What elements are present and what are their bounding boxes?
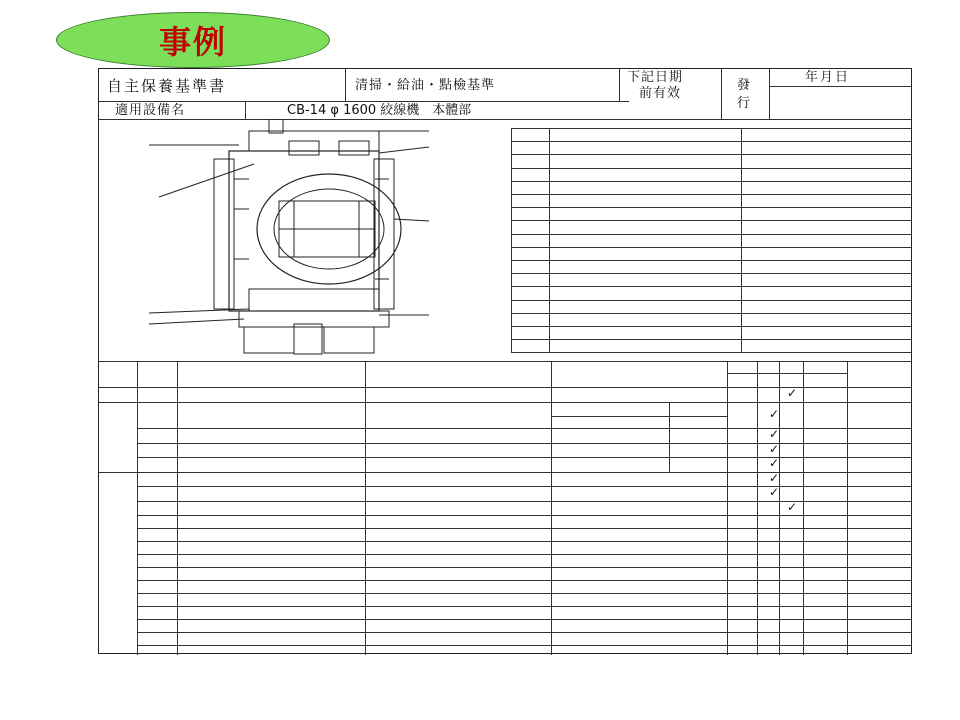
- issue-label-2: 行: [737, 96, 751, 111]
- period-check-icon: ✓: [787, 386, 798, 401]
- example-badge: [56, 12, 330, 68]
- equipment-label: 適用設備名: [115, 103, 186, 118]
- valid-label-2: 前有效: [639, 86, 682, 101]
- document-subtitle: 清掃・給油・點檢基準: [355, 78, 496, 93]
- period-check-icon: ✓: [769, 406, 780, 421]
- period-check-icon: ✓: [769, 485, 780, 500]
- date-label: 年月日: [805, 70, 851, 85]
- period-check-icon: ✓: [769, 441, 780, 456]
- period-check-icon: ✓: [769, 456, 780, 471]
- maintenance-standard-sheet: [98, 68, 912, 654]
- equipment-name: CB-14 φ 1600 絞線機 本體部: [287, 103, 472, 118]
- document-title: 自主保養基準書: [107, 77, 227, 95]
- period-check-icon: ✓: [787, 499, 798, 514]
- period-check-icon: ✓: [769, 470, 780, 485]
- issue-label-1: 發: [737, 78, 751, 93]
- badge-label: 事例: [158, 23, 227, 61]
- machine-diagram: [129, 119, 439, 359]
- period-check-icon: ✓: [769, 427, 780, 442]
- valid-label-1: 下記日期: [627, 70, 684, 85]
